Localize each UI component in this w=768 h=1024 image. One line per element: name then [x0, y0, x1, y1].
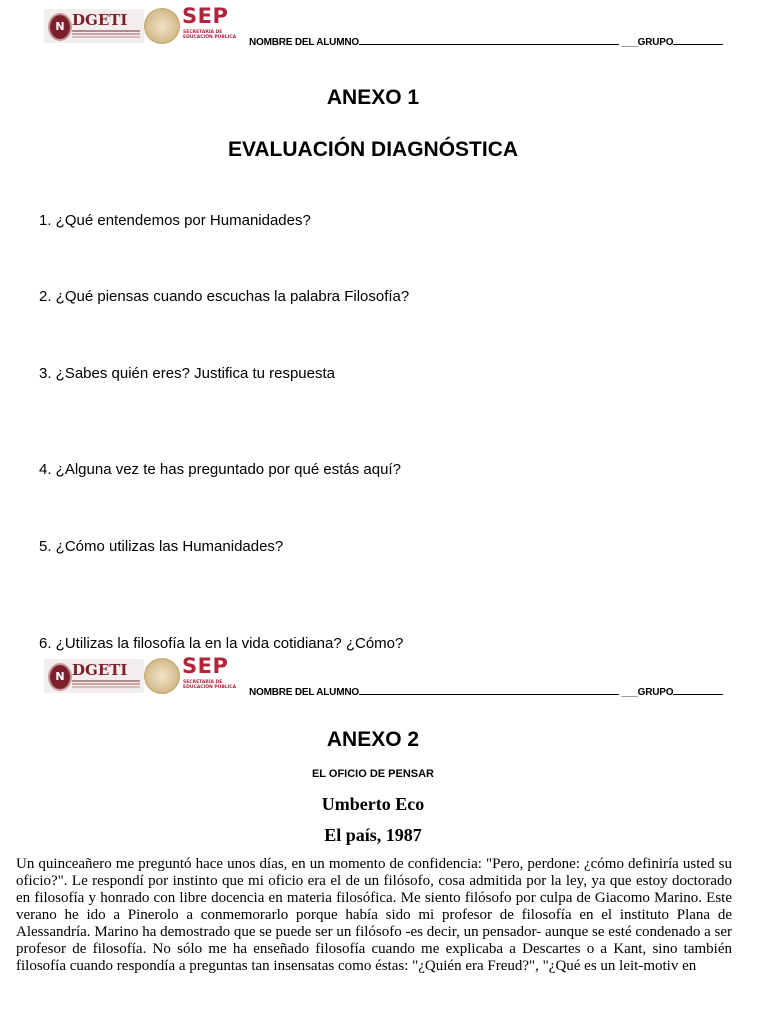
- anexo-1-title: ANEXO 1: [326, 86, 420, 109]
- question-3: 3. ¿Sabes quién eres? Justifica tu respuesta: [39, 365, 336, 382]
- dgeti-logo-subtext-lines: [72, 30, 140, 32]
- sep-logo-subtitle: SECRETARÍA DE EDUCACIÓN PÚBLICA: [183, 680, 237, 690]
- dgeti-logo: [44, 659, 144, 693]
- dgeti-emblem-icon: N: [48, 663, 72, 691]
- sep-logo-subtitle: SECRETARÍA DE EDUCACIÓN PÚBLICA: [183, 30, 237, 40]
- question-4: 4. ¿Alguna vez te has preguntado por qué estás aquí?: [39, 461, 401, 478]
- grupo-blank-line: [673, 35, 723, 45]
- dgeti-emblem-icon: N: [48, 13, 72, 41]
- mexico-seal-icon: [144, 8, 180, 44]
- nombre-label: NOMBRE DEL ALUMNO: [249, 37, 359, 48]
- question-2: 2. ¿Qué piensas cuando escuchas la palabra Filosofía?: [39, 288, 410, 305]
- dgeti-logo-text: DGETI: [72, 661, 128, 679]
- mexico-seal-icon: [144, 658, 180, 694]
- reading-author: Umberto Eco: [321, 794, 425, 814]
- question-5: 5. ¿Cómo utilizas las Humanidades?: [39, 538, 284, 555]
- student-name-field: [249, 35, 723, 48]
- student-name-field: [249, 685, 723, 698]
- anexo-2-title: ANEXO 2: [326, 728, 420, 751]
- grupo-blank-line: [673, 685, 723, 695]
- dgeti-logo-text: DGETI: [72, 11, 128, 29]
- question-6: 6. ¿Utilizas la filosofía la en la vida cotidiana? ¿Cómo?: [39, 635, 404, 652]
- dgeti-logo: [44, 9, 144, 43]
- sep-logo-text: SEP: [182, 654, 229, 678]
- page-header: [44, 4, 734, 48]
- reading-body-paragraph: Un quinceañero me preguntó hace unos días, en un momento de confidencia: "Pero, perdone: ¿cómo definiría usted su oficio?". Le respondí por instinto que mi oficio era el de un filósofo, cosa admitida por la ley, ya que estoy doctorado en filosofía y honrado con libre docencia en materia filosófica. Me siento filósofo por culpa de Giacomo Marino. Este verano he ido a Pinerolo a conmemorarlo porque había sido mi profesor de filosofía en el instituto Plana de Alessandría. Marino ha demostrado que se puede ser un filósofo -es decir, un pensador- aunque se esté condenado a ser profesor de filosofía. No sólo me ha enseñado filosofía cuando me explicaba a Descartes o a Kant, sino también filosofía cuando respondía a preguntas tan insensatas como éstas: "¿Quién era Freud?", "¿Qué es un leit-motiv en: [16, 856, 732, 974]
- dgeti-logo-subtext-lines: [72, 680, 140, 682]
- nombre-blank-line: [359, 35, 619, 45]
- nombre-blank-line: [359, 685, 619, 695]
- page-anexo-2: [0, 650, 768, 1024]
- sep-logo-text: SEP: [182, 4, 229, 28]
- reading-title: EL OFICIO DE PENSAR: [311, 768, 435, 780]
- grupo-label: ___GRUPO: [621, 687, 674, 698]
- page-header: [44, 654, 734, 698]
- reading-source: El país, 1987: [324, 825, 422, 845]
- grupo-label: ___GRUPO: [621, 37, 674, 48]
- anexo-1-subtitle: EVALUACIÓN DIAGNÓSTICA: [227, 138, 519, 161]
- question-1: 1. ¿Qué entendemos por Humanidades?: [39, 212, 311, 229]
- nombre-label: NOMBRE DEL ALUMNO: [249, 687, 359, 698]
